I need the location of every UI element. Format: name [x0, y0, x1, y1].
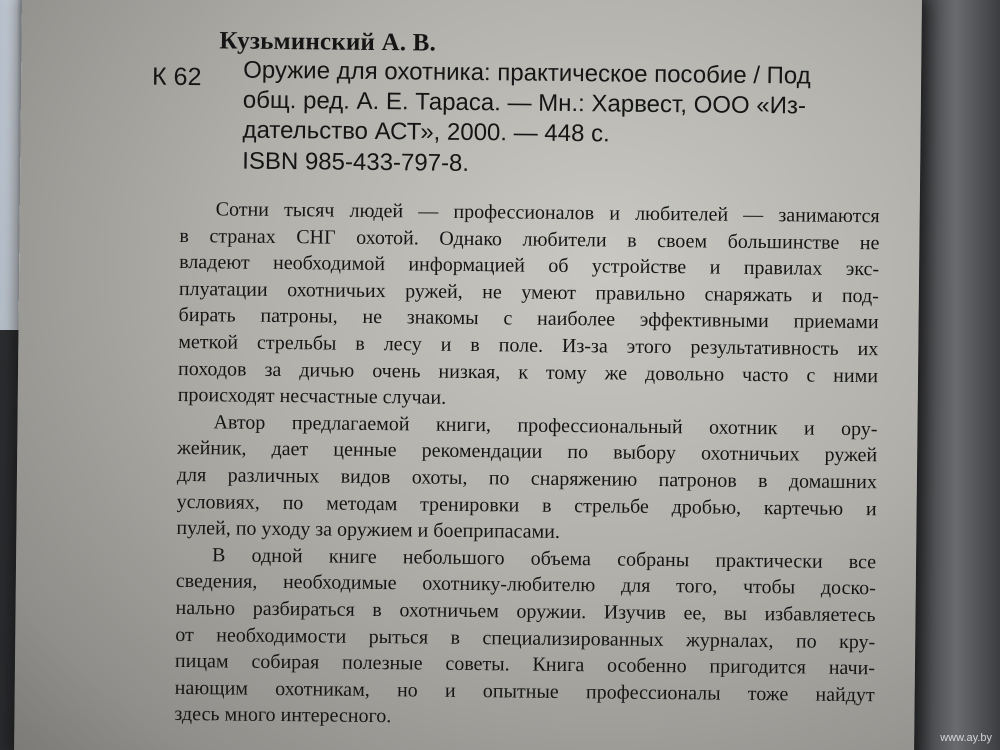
annotation-line: условиях, по методам тренировки в стрельбе дробью, картечью и — [176, 490, 877, 520]
annotation-line: в странах СНГ охотой. Однако любители в своем большинстве не — [179, 224, 880, 254]
annotation-line: меткой стрельбы в лесу и в поле. Из-за этого результативность их — [178, 330, 879, 361]
annotation-line: нающим охотникам, но и опытные профессионалы тоже найдут — [174, 676, 875, 706]
annotation-line: пицам собирая полезные советы. Книга особенно пригодится начи- — [174, 650, 876, 680]
book-author: Кузьминский А. В. — [219, 27, 437, 57]
biblio-line: общ. ред. А. Е. Тараса. — Мн.: Харвест, ООО «Из- — [242, 86, 807, 120]
annotation-line: плуатации охотничьих ружей, не умеют правильно снаряжать и под- — [178, 277, 879, 308]
biblio-line: дательство АСТ», 2000. — 448 с. — [242, 116, 610, 148]
book-page — [14, 0, 922, 750]
annotation — [174, 196, 880, 735]
site-watermark: www.ay.by — [940, 732, 992, 744]
annotation-line: Сотни тысяч людей — профессионалов и любителей — занимаются — [215, 198, 880, 228]
biblio-line: Оружие для охотника: практическое пособие / Под — [243, 56, 811, 90]
annotation-line: пулей, по уходу за оружием и боеприпасами. — [176, 517, 561, 544]
annotation-line: В одной книге небольшого объема собраны практически все — [211, 544, 877, 573]
annotation-line: здесь много интересного. — [174, 703, 392, 728]
annotation-line: бирать патроны, не знакомы с наиболее эффективными приемами — [178, 304, 879, 334]
annotation-line: походов за дичью очень низкая, к тому же довольно часто с ними — [177, 357, 879, 387]
annotation-line: для различных видов охоты, по снаряжению патронов в домашних — [176, 463, 878, 494]
annotation-line: нально разбираться в охотничьем оружии. Изучив ее, вы избавляетесь — [175, 596, 876, 627]
annotation-line: происходят несчастные случаи. — [177, 384, 447, 409]
isbn: ISBN 985-433-797-8. — [242, 147, 470, 177]
library-code: К 62 — [151, 62, 202, 92]
page-text — [14, 0, 922, 750]
annotation-line: владеют необходимой информацией об устройстве и правилах экс- — [179, 251, 880, 281]
annotation-line: Автор предлагаемой книги, профессиональный охотник и ору- — [213, 411, 878, 441]
annotation-line: от необходимости рыться в специализированных журналах, по кру- — [175, 623, 876, 653]
annotation-line: сведения, необходимые охотнику-любителю для того, чтобы доско- — [175, 570, 876, 600]
annotation-line: жейник, дает ценные рекомендации по выбору охотничьих ружей — [177, 437, 878, 467]
bibliographic-record — [242, 56, 863, 152]
